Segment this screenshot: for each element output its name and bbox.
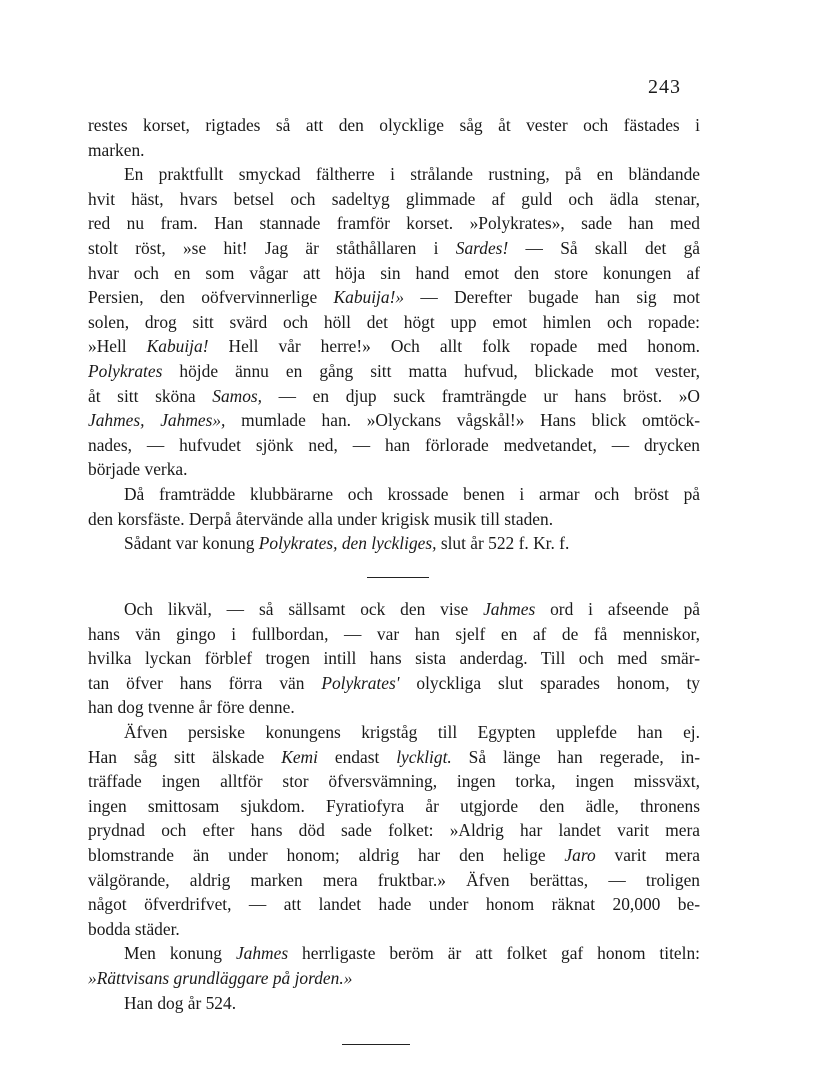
paragraph-start-line: Sådant var konung Polykrates, den lyckliges, slut år 522 f. Kr. f.: [124, 533, 570, 554]
text-line: han dog tvenne år före denne.: [88, 697, 295, 718]
text-line: välgörande, aldrig marken mera fruktbar.» Äfven berättas, — troligen: [88, 869, 700, 890]
text-line: red nu fram. Han stannade framför korset. »Polykrates», sade han med: [88, 213, 700, 234]
italic-name: Jaro: [564, 844, 596, 865]
text-line: Persien, den oöfvervinnerlige Kabuija!» — Derefter bugade han sig mot: [88, 287, 700, 308]
quote-line: [88, 966, 700, 991]
italic-name: Kabuija!: [146, 336, 209, 357]
section-2-text: [88, 597, 700, 1015]
text-line: träffade ingen alltför stor öfversvämning, ingen torka, ingen missväxt,: [88, 771, 700, 792]
text-line: prydnad och efter hans död sade folket: »Aldrig har landet varit mera: [88, 820, 700, 841]
text-line: Han såg sitt älskade Kemi endast lyckligt. Så länge han regerade, in-: [88, 746, 700, 767]
italic-name: Jahmes: [483, 599, 536, 619]
text-line: Polykrates höjde ännu en gång sitt matta hufvud, blickade mot vester,: [88, 360, 700, 381]
section-divider: [367, 577, 429, 578]
text-line: blomstrande än under honom; aldrig har den helige Jaro varit mera: [88, 844, 700, 865]
italic-quote: »Rättvisans grundläggare på jorden.»: [88, 967, 353, 988]
text-line: marken.: [88, 139, 145, 160]
section-1-text: [88, 113, 700, 556]
paragraph-start-line: Men konung Jahmes herrligaste beröm är att folket gaf honom titeln:: [124, 943, 700, 964]
italic-word: lyckligt.: [396, 746, 452, 767]
text-line: ingen smittosam sjukdom. Fyratiofyra år utgjorde den ädle, thronens: [88, 795, 700, 816]
text-line: Jahmes, Jahmes», mumlade han. »Olyckans vågskål!» Hans blick omtöck-: [88, 410, 700, 431]
text-line: hvar och en som vågar att höja sin hand emot den store konungen af: [88, 262, 700, 283]
paragraph-start-line: Äfven persiske konungens krigståg till Egypten upplefde han ej.: [124, 721, 700, 742]
text-line: hvit häst, hvars betsel och sadeltyg glimmade af guld och ädla stenar,: [88, 188, 700, 209]
page-number: 243: [648, 76, 681, 98]
text-line: restes korset, rigtades så att den olycklige såg åt vester och fästades i: [88, 115, 700, 135]
text-line: nades, — hufvudet sjönk ned, — han förlorade medvetandet, — drycken: [88, 434, 700, 455]
text-line: något öfverdrifvet, — att landet hade under honom räknat 20,000 be-: [88, 894, 700, 915]
italic-name: Polykrates': [321, 672, 400, 693]
paragraph-start-line: En praktfullt smyckad fältherre i strålande rustning, på en bländande: [124, 164, 700, 185]
text-line: hans vän gingo i fullbordan, — var han sjelf en af de få menniskor,: [88, 623, 700, 644]
italic-name: Kabuija!»: [333, 287, 405, 308]
text-line: stolt röst, »se hit! Jag är ståthållaren i Sardes! — Så skall det gå: [88, 237, 700, 258]
italic-name: Sardes!: [455, 237, 509, 258]
italic-name: Polykrates: [88, 360, 163, 381]
text-line: den korsfäste. Derpå återvände alla under krigisk musik till staden.: [88, 508, 554, 529]
text-line: solen, drog sitt svärd och höll det högt upp emot himlen och ropade:: [88, 311, 700, 332]
text-line: bodda städer.: [88, 918, 180, 939]
text-line: tan öfver hans förra vän Polykrates' olyckliga slut sparades honom, ty: [88, 672, 700, 693]
italic-name: Jahmes: [235, 943, 289, 964]
text-line: »Hell Kabuija! Hell vår herre!» Och allt folk ropade med honom.: [88, 336, 700, 357]
italic-name: Jahmes, Jahmes»,: [88, 410, 226, 431]
text-line: började verka.: [88, 459, 188, 480]
paragraph-start-line: Och likväl, — så sällsamt ock den vise Jahmes ord i afseende på: [124, 599, 700, 619]
italic-name: Kemi: [281, 746, 318, 767]
paragraph-start-line: Då framträdde klubbärarne och krossade benen i armar och bröst på: [124, 483, 700, 504]
text-line: åt sitt sköna Samos, — en djup suck framträngde ur hans bröst. »O: [88, 385, 700, 406]
text-line: hvilka lyckan förblef trogen intill hans sista anderdag. Till och med smär-: [88, 648, 700, 669]
italic-name: Polykrates, den lyckliges,: [258, 533, 437, 554]
end-divider: [342, 1044, 410, 1045]
italic-name: Samos,: [212, 385, 263, 406]
paragraph-start-line: Han dog år 524.: [124, 992, 237, 1013]
